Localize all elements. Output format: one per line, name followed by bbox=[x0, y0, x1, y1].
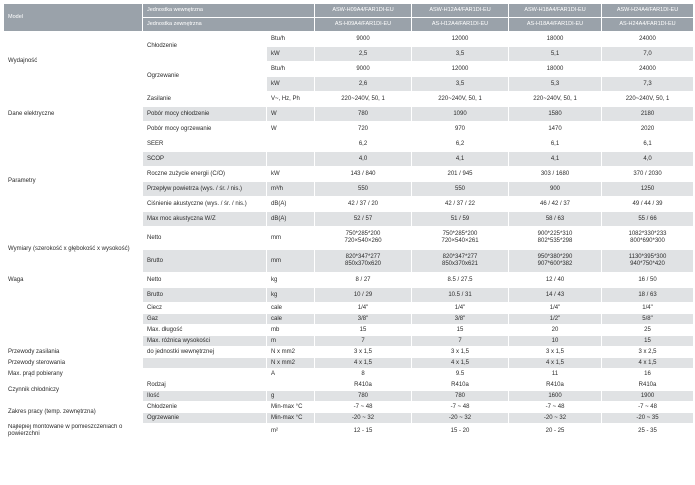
parameter-label: Netto bbox=[143, 273, 267, 288]
spec-row bbox=[4, 273, 694, 288]
value-cell: -20 ~ 32 bbox=[412, 413, 509, 424]
spec-row bbox=[4, 92, 694, 107]
value-cell bbox=[509, 250, 602, 273]
value-cell: R410a bbox=[315, 380, 412, 391]
value-cell bbox=[602, 250, 694, 273]
parameter-label: Chłodzenie bbox=[143, 402, 267, 413]
value-cell: 3/8" bbox=[315, 314, 412, 325]
outdoor-model: AS-H24A4/FAR1DI-EU bbox=[602, 18, 694, 32]
value-cell: 4 x 1,5 bbox=[412, 358, 509, 369]
value-cell: 370 / 2030 bbox=[602, 167, 694, 182]
value-cell: 8 / 27 bbox=[315, 273, 412, 288]
value-cell: -7 ~ 48 bbox=[315, 402, 412, 413]
value-cell: 7,3 bbox=[602, 77, 694, 92]
unit-cell bbox=[267, 152, 315, 167]
value-cell: 220~240V, 50, 1 bbox=[602, 92, 694, 107]
parameter-label: Rodzaj bbox=[143, 380, 267, 391]
value-cell bbox=[509, 227, 602, 250]
value-cell: 4,0 bbox=[602, 152, 694, 167]
value-cell: 16 / 50 bbox=[602, 273, 694, 288]
value-cell: 1/4" bbox=[315, 303, 412, 314]
value-cell: 1/4" bbox=[602, 303, 694, 314]
outdoor-model: AS-H09A4/FAR1DI-EU bbox=[315, 18, 412, 32]
value-cell: 52 / 57 bbox=[315, 212, 412, 227]
value-cell: 5,1 bbox=[509, 47, 602, 62]
parameter-label: Max. długość bbox=[143, 325, 267, 336]
value-cell: 1900 bbox=[602, 391, 694, 402]
value-cell: 3,5 bbox=[412, 47, 509, 62]
parameter-label: Roczne zużycie energii (C/O) bbox=[143, 167, 267, 182]
parameter-label bbox=[143, 358, 267, 369]
value-line: 900*225*310 bbox=[537, 231, 573, 237]
value-cell: 49 / 44 / 39 bbox=[602, 197, 694, 212]
value-cell: 18000 bbox=[509, 62, 602, 77]
value-cell: 7 bbox=[315, 336, 412, 347]
parameter-label: Max moc akustyczna W/Z bbox=[143, 212, 267, 227]
value-cell: 2020 bbox=[602, 122, 694, 137]
value-cell: R410a bbox=[509, 380, 602, 391]
value-cell: 970 bbox=[412, 122, 509, 137]
unit-cell bbox=[267, 137, 315, 152]
value-cell: 18 / 63 bbox=[602, 288, 694, 303]
group-label: Najlepiej montowane w pomieszczeniach o powierzchni bbox=[4, 424, 143, 439]
parameter-label: Pobór mocy chłodzenie bbox=[143, 107, 267, 122]
value-line: 850x370x620 bbox=[344, 261, 382, 267]
value-cell: 3/8" bbox=[412, 314, 509, 325]
value-cell: 550 bbox=[315, 182, 412, 197]
parameter-label: do jednostki wewnętrznej bbox=[143, 347, 267, 358]
value-cell: 5,3 bbox=[509, 77, 602, 92]
unit-cell: Btu/h bbox=[267, 32, 315, 47]
value-cell: 220~240V, 50, 1 bbox=[509, 92, 602, 107]
value-line: 800*690*300 bbox=[630, 238, 665, 244]
spec-table-body bbox=[4, 4, 694, 439]
value-cell: 1250 bbox=[602, 182, 694, 197]
indoor-model: ASW-H09A4/FAR1DI-EU bbox=[315, 4, 412, 18]
unit-cell: kW bbox=[267, 47, 315, 62]
value-cell: 9.5 bbox=[412, 369, 509, 380]
parameter-label: Ciecz bbox=[143, 303, 267, 314]
parameter-label: Brutto bbox=[143, 288, 267, 303]
value-cell: 550 bbox=[412, 182, 509, 197]
value-cell: 900 bbox=[509, 182, 602, 197]
value-cell: 9000 bbox=[315, 32, 412, 47]
unit-cell: dB(A) bbox=[267, 212, 315, 227]
value-cell: 15 - 20 bbox=[412, 424, 509, 439]
value-cell: 12 / 40 bbox=[509, 273, 602, 288]
unit-cell: Min-max °C bbox=[267, 402, 315, 413]
group-label bbox=[4, 288, 143, 347]
parameter-label: Gaz bbox=[143, 314, 267, 325]
value-cell: 6,2 bbox=[412, 137, 509, 152]
spec-row bbox=[4, 288, 694, 303]
value-cell: 6,2 bbox=[315, 137, 412, 152]
unit-cell: A bbox=[267, 369, 315, 380]
value-cell: -7 ~ 48 bbox=[509, 402, 602, 413]
value-cell: 3,5 bbox=[412, 77, 509, 92]
parameter-label: Chłodzenie bbox=[143, 32, 267, 62]
spec-row bbox=[4, 424, 694, 439]
header-row-indoor bbox=[4, 4, 694, 18]
value-cell: 303 / 1680 bbox=[509, 167, 602, 182]
parameter-label: Przepływ powietrza (wys. / śr. / nis.) bbox=[143, 182, 267, 197]
group-label: Wydajność bbox=[4, 32, 143, 92]
value-cell: 3 x 1,5 bbox=[315, 347, 412, 358]
spec-row bbox=[4, 137, 694, 152]
value-cell: 3 x 2,5 bbox=[602, 347, 694, 358]
value-cell bbox=[315, 227, 412, 250]
value-cell bbox=[412, 250, 509, 273]
group-label: Dane elektryczne bbox=[4, 92, 143, 137]
parameter-label: SCOP bbox=[143, 152, 267, 167]
value-line: 907*600*382 bbox=[537, 261, 573, 267]
value-cell: 3 x 1,5 bbox=[412, 347, 509, 358]
value-cell: 4,0 bbox=[315, 152, 412, 167]
value-line: 750*285*200 bbox=[442, 231, 478, 237]
model-header: Model bbox=[4, 4, 143, 32]
value-cell: 12000 bbox=[412, 62, 509, 77]
value-cell: 10 bbox=[509, 336, 602, 347]
group-label: Zakres pracy (temp. zewnętrzna) bbox=[4, 402, 143, 424]
value-cell: 6,1 bbox=[602, 137, 694, 152]
spec-row bbox=[4, 227, 694, 250]
value-cell: 143 / 840 bbox=[315, 167, 412, 182]
value-cell bbox=[412, 227, 509, 250]
parameter-label: Ogrzewanie bbox=[143, 413, 267, 424]
group-label: Waga bbox=[4, 273, 143, 288]
value-cell: 2180 bbox=[602, 107, 694, 122]
indoor-unit-label: Jednostka wewnętrzna bbox=[143, 4, 315, 18]
value-cell: 220~240V, 50, 1 bbox=[412, 92, 509, 107]
group-label: Wymiary (szerokość x głębokość x wysokość) bbox=[4, 227, 143, 273]
value-line: 720×540×260 bbox=[344, 238, 382, 244]
value-cell: 780 bbox=[315, 107, 412, 122]
value-cell: 42 / 37 / 20 bbox=[315, 197, 412, 212]
unit-cell: kg bbox=[267, 288, 315, 303]
value-cell: -7 ~ 48 bbox=[602, 402, 694, 413]
spec-row bbox=[4, 347, 694, 358]
outdoor-unit-label: Jednostka zewnętrzna bbox=[143, 18, 315, 32]
value-cell: R410a bbox=[412, 380, 509, 391]
value-cell: 46 / 42 / 37 bbox=[509, 197, 602, 212]
parameter-label: Pobór mocy ogrzewanie bbox=[143, 122, 267, 137]
outdoor-model: AS-H12A4/FAR1DI-EU bbox=[412, 18, 509, 32]
unit-cell: kW bbox=[267, 77, 315, 92]
parameter-label: Max. różnica wysokości bbox=[143, 336, 267, 347]
value-cell: 2,6 bbox=[315, 77, 412, 92]
value-cell: 51 / 59 bbox=[412, 212, 509, 227]
value-line: 940*750*420 bbox=[630, 261, 665, 267]
unit-cell: mm bbox=[267, 227, 315, 250]
value-cell: 25 bbox=[602, 325, 694, 336]
unit-cell: Btu/h bbox=[267, 62, 315, 77]
value-cell: 4,1 bbox=[509, 152, 602, 167]
unit-cell: W bbox=[267, 122, 315, 137]
spec-row bbox=[4, 369, 694, 380]
value-cell: 11 bbox=[509, 369, 602, 380]
parameter-label: Ciśnienie akustyczne (wys. / śr. / nis.) bbox=[143, 197, 267, 212]
value-cell: 16 bbox=[602, 369, 694, 380]
value-line: 820*347*277 bbox=[442, 254, 478, 260]
value-line: 1082*330*233 bbox=[628, 231, 667, 237]
unit-cell: dB(A) bbox=[267, 197, 315, 212]
value-cell: 780 bbox=[412, 391, 509, 402]
value-cell: 42 / 37 / 22 bbox=[412, 197, 509, 212]
spec-row bbox=[4, 402, 694, 413]
unit-cell: m² bbox=[267, 424, 315, 439]
parameter-label bbox=[143, 369, 267, 380]
value-cell: 780 bbox=[315, 391, 412, 402]
unit-cell: g bbox=[267, 391, 315, 402]
value-cell: -7 ~ 48 bbox=[412, 402, 509, 413]
value-cell: 8.5 / 27.5 bbox=[412, 273, 509, 288]
value-cell: 4 x 1,5 bbox=[315, 358, 412, 369]
value-cell: 3 x 1,5 bbox=[509, 347, 602, 358]
value-line: 1130*395*300 bbox=[628, 254, 667, 260]
unit-cell: Min-max °C bbox=[267, 413, 315, 424]
value-cell: 6,1 bbox=[509, 137, 602, 152]
parameter-label: Ogrzewanie bbox=[143, 62, 267, 92]
group-label: Max. prąd pobierany bbox=[4, 369, 143, 380]
value-cell: 58 / 63 bbox=[509, 212, 602, 227]
unit-cell: mb bbox=[267, 325, 315, 336]
value-cell: 10 / 29 bbox=[315, 288, 412, 303]
unit-cell: mm bbox=[267, 250, 315, 273]
value-cell: 1/4" bbox=[509, 303, 602, 314]
value-line: 720×540×261 bbox=[441, 238, 479, 244]
value-line: 750*285*200 bbox=[345, 231, 381, 237]
indoor-model: ASW-H12A4/FAR1DI-EU bbox=[412, 4, 509, 18]
value-cell: 55 / 66 bbox=[602, 212, 694, 227]
value-cell: -20 ~ 32 bbox=[509, 413, 602, 424]
value-cell: 720 bbox=[315, 122, 412, 137]
value-cell: 4,1 bbox=[412, 152, 509, 167]
value-cell: 12 - 15 bbox=[315, 424, 412, 439]
value-line: 950*380*290 bbox=[537, 254, 573, 260]
value-cell: -20 ~ 35 bbox=[602, 413, 694, 424]
unit-cell: cale bbox=[267, 303, 315, 314]
value-cell: -20 ~ 32 bbox=[315, 413, 412, 424]
value-cell: 7 bbox=[412, 336, 509, 347]
value-cell: 20 - 25 bbox=[509, 424, 602, 439]
value-line: 820*347*277 bbox=[345, 254, 381, 260]
unit-cell: m³/h bbox=[267, 182, 315, 197]
value-cell: 15 bbox=[315, 325, 412, 336]
unit-cell: m bbox=[267, 336, 315, 347]
spec-row bbox=[4, 32, 694, 47]
parameter-label: Netto bbox=[143, 227, 267, 250]
value-line: 802*535*298 bbox=[537, 238, 573, 244]
value-cell: 18000 bbox=[509, 32, 602, 47]
group-label: Przewody zasilania bbox=[4, 347, 143, 358]
value-cell: 1580 bbox=[509, 107, 602, 122]
value-cell: R410a bbox=[602, 380, 694, 391]
value-cell: 7,0 bbox=[602, 47, 694, 62]
value-cell: 24000 bbox=[602, 32, 694, 47]
indoor-model: ASW-H24A4/FAR1DI-EU bbox=[602, 4, 694, 18]
value-cell: 2,5 bbox=[315, 47, 412, 62]
value-cell: 1090 bbox=[412, 107, 509, 122]
unit-cell bbox=[267, 380, 315, 391]
value-cell: 9000 bbox=[315, 62, 412, 77]
indoor-model: ASW-H18A4/FAR1DI-EU bbox=[509, 4, 602, 18]
value-cell: 201 / 945 bbox=[412, 167, 509, 182]
parameter-label: Ilość bbox=[143, 391, 267, 402]
value-cell: 5/8" bbox=[602, 314, 694, 325]
value-cell: 20 bbox=[509, 325, 602, 336]
spec-table bbox=[3, 3, 694, 439]
value-cell: 14 / 43 bbox=[509, 288, 602, 303]
unit-cell: V~, Hz, Ph bbox=[267, 92, 315, 107]
parameter-label: Brutto bbox=[143, 250, 267, 273]
unit-cell: kW bbox=[267, 167, 315, 182]
value-cell: 25 - 35 bbox=[602, 424, 694, 439]
value-cell: 1/2" bbox=[509, 314, 602, 325]
value-cell: 15 bbox=[602, 336, 694, 347]
value-cell: 10.5 / 31 bbox=[412, 288, 509, 303]
unit-cell: N x mm2 bbox=[267, 358, 315, 369]
unit-cell: cale bbox=[267, 314, 315, 325]
parameter-label: Zasilanie bbox=[143, 92, 267, 107]
value-line: 850x370x621 bbox=[441, 261, 479, 267]
value-cell: 12000 bbox=[412, 32, 509, 47]
spec-row bbox=[4, 380, 694, 391]
unit-cell: W bbox=[267, 107, 315, 122]
value-cell: 15 bbox=[412, 325, 509, 336]
group-label: Parametry bbox=[4, 137, 143, 227]
value-cell: 8 bbox=[315, 369, 412, 380]
value-cell: 24000 bbox=[602, 62, 694, 77]
value-cell: 4 x 1,5 bbox=[602, 358, 694, 369]
value-cell: 1600 bbox=[509, 391, 602, 402]
spec-row bbox=[4, 358, 694, 369]
outdoor-model: AS-H18A4/FAR1DI-EU bbox=[509, 18, 602, 32]
value-cell: 1/4" bbox=[412, 303, 509, 314]
value-cell bbox=[602, 227, 694, 250]
group-label: Przewody sterowania bbox=[4, 358, 143, 369]
unit-cell: N x mm2 bbox=[267, 347, 315, 358]
value-cell: 4 x 1,5 bbox=[509, 358, 602, 369]
parameter-label bbox=[143, 424, 267, 439]
value-cell: 220~240V, 50, 1 bbox=[315, 92, 412, 107]
parameter-label: SEER bbox=[143, 137, 267, 152]
value-cell: 1470 bbox=[509, 122, 602, 137]
value-cell bbox=[315, 250, 412, 273]
unit-cell: kg bbox=[267, 273, 315, 288]
group-label: Czynnik chłodniczy bbox=[4, 380, 143, 402]
